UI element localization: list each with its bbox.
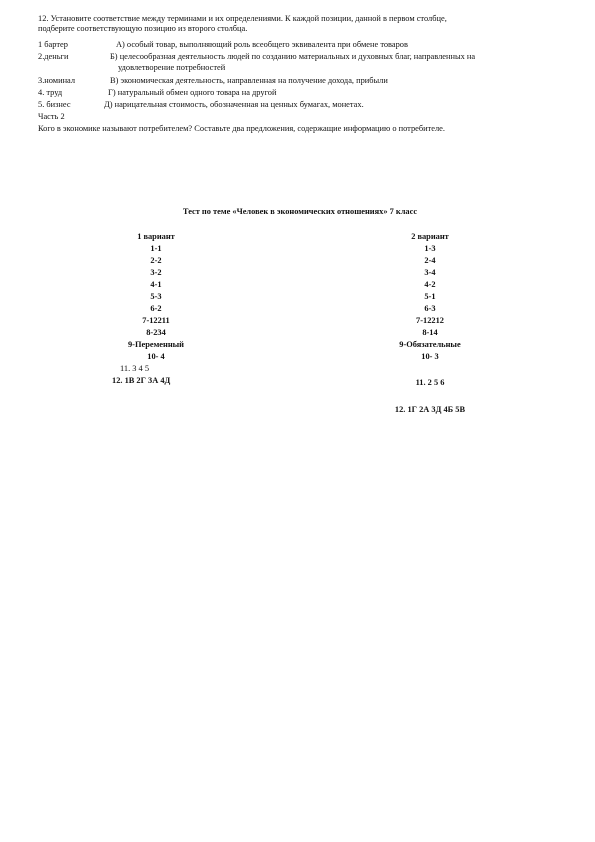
variant2-answer: 8-14 [422, 328, 438, 337]
variant1-answer: 3-2 [150, 268, 162, 277]
variant2-answer: 4-2 [424, 280, 436, 289]
variant2-answer-11: 11. 2 5 6 [415, 378, 445, 387]
variant2-answer: 9-Обязательные [399, 340, 461, 349]
variant2-heading: 2 вариант [411, 232, 449, 241]
variant1-answer: 6-2 [150, 304, 162, 313]
definition-v: В) экономическая деятельность, направленная на получение дохода, прибыли [110, 76, 388, 85]
task12-instruction-line2: подберите соответствующую позицию из второго столбца. [38, 24, 248, 33]
definition-b: Б) целесообразная деятельность людей по созданию материальных и духовных благ, направленных на [110, 52, 476, 61]
term-business: 5. бизнес [38, 100, 71, 109]
variant1-heading: 1 вариант [137, 232, 175, 241]
variant1-answer: 7-12211 [142, 316, 170, 325]
variant2-answer: 5-1 [424, 292, 436, 301]
definition-b-continued: удовлетворение потребностей [118, 63, 226, 72]
variant2-answer: 6-3 [424, 304, 436, 313]
term-barter: 1 бартер [38, 40, 68, 49]
variant1-answer: 5-3 [150, 292, 162, 301]
definition-g: Г) натуральный обмен одного товара на другой [108, 88, 277, 97]
variant1-answer-12: 12. 1В 2Г 3А 4Д [112, 376, 171, 385]
part2-heading: Часть 2 [38, 112, 65, 121]
term-labor: 4. труд [38, 88, 63, 97]
variant1-answer: 1-1 [150, 244, 162, 253]
variant2-answer: 1-3 [424, 244, 436, 253]
variant1-answer: 9-Переменный [127, 340, 185, 349]
part2-question: Кого в экономике называют потребителем? Составьте два предложения, содержащие информацию о потребителе. [38, 124, 445, 133]
definition-d: Д) нарицательная стоимость, обозначенная на ценных бумагах, монетах. [104, 100, 364, 109]
variant2-answer: 3-4 [424, 268, 436, 277]
term-money: 2.деньги [38, 52, 69, 61]
definition-a: А) особый товар, выполняющий роль всеобщего эквивалента при обмене товаров [116, 40, 408, 49]
variant2-answer: 7-12212 [416, 316, 444, 325]
variant1-answer-11: 11. 3 4 5 [120, 364, 150, 373]
answer-key-title: Тест по теме «Человек в экономических отношениях» 7 класс [182, 207, 418, 216]
variant2-answer: 2-4 [424, 256, 436, 265]
variant1-answer: 10- 4 [147, 352, 165, 361]
task12-instruction-line1: 12. Установите соответствие между терминами и их определениями. К каждой позиции, данной в первом столбце, [38, 14, 447, 23]
term-nominal: 3.номинал [38, 76, 76, 85]
variant2-answer: 10- 3 [421, 352, 439, 361]
variant1-answer: 2-2 [150, 256, 162, 265]
variant1-answer: 8-234 [146, 328, 166, 337]
variant1-answer: 4-1 [150, 280, 162, 289]
variant2-answer-12: 12. 1Г 2А 3Д 4Б 5В [394, 405, 466, 414]
